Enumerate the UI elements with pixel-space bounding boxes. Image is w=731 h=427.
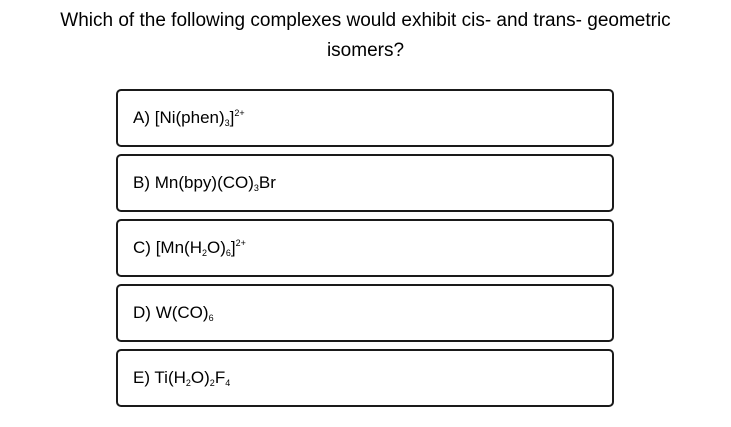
question-text <box>0 6 731 66</box>
option-b-text: B) $Mn(bpy)(CO)_3Br$ <box>133 173 276 193</box>
question-line-1: Which of the following complexes would exhibit cis- and trans- geometric <box>60 10 671 31</box>
option-a-text: A) $[Ni(phen)_3]^{2+}$ <box>133 108 245 128</box>
option-b[interactable] <box>116 154 614 212</box>
question-line-2: isomers? <box>326 40 405 61</box>
option-e[interactable] <box>116 349 614 407</box>
option-c-text: C) $[Mn(H_2O)_6]^{2+}$ <box>133 238 246 258</box>
answer-options <box>116 89 614 414</box>
option-d[interactable] <box>116 284 614 342</box>
option-a[interactable] <box>116 89 614 147</box>
option-c[interactable] <box>116 219 614 277</box>
option-d-text: D) $W(CO)_6$ <box>133 303 214 323</box>
option-e-text: E) $Ti(H_2O)_2F_4$ <box>133 368 231 388</box>
